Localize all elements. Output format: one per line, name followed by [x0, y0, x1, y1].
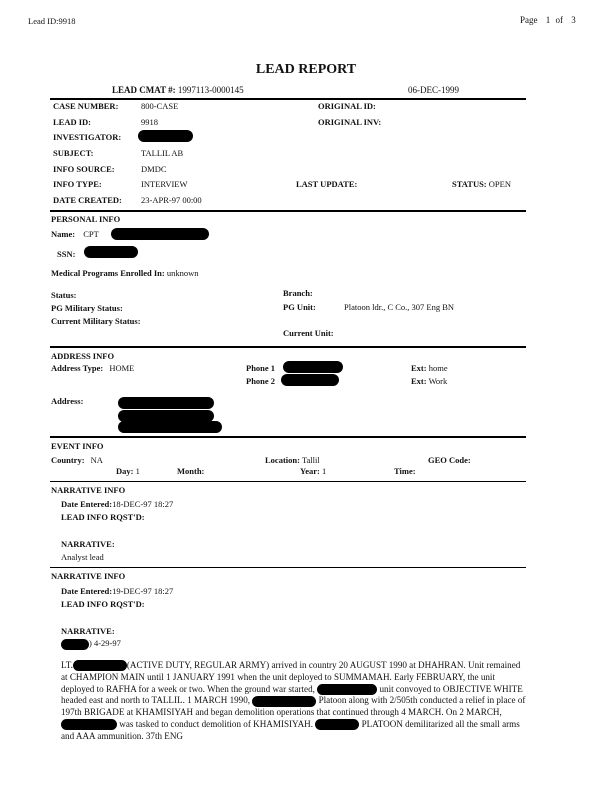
pg-unit-label: PG Unit: [283, 302, 316, 312]
status-label: STATUS: [452, 179, 487, 189]
name-label: Name: [51, 229, 76, 239]
address-label: Address: [51, 396, 84, 406]
last-update-label: LAST UPDATE: [296, 179, 358, 189]
case-number-label: CASE NUMBER: [53, 101, 119, 111]
divider [50, 346, 526, 348]
personal-status-label: Status: [51, 290, 77, 300]
narrative-lt: LT. [61, 660, 73, 670]
page-lead-id: Lead ID:9918 [28, 16, 76, 26]
year-value: 1 [321, 466, 327, 476]
date-entered-label-1: Date Entered: [61, 499, 113, 509]
medical-value: unknown [166, 268, 199, 278]
address-redaction-1 [118, 397, 214, 409]
name-row [51, 229, 99, 239]
divider [50, 567, 526, 568]
info-source-value: DMDC [141, 164, 167, 174]
page-number: 1 [545, 15, 551, 25]
narrative-label-2: NARRATIVE: [61, 626, 115, 636]
date-entered-label-2: Date Entered: [61, 586, 113, 596]
phone1-label: Phone 1 [246, 363, 276, 373]
day-row [116, 466, 140, 476]
original-id-label: ORIGINAL ID: [318, 101, 376, 111]
report-title: LEAD REPORT [255, 62, 357, 77]
country-label: Country: [51, 455, 85, 465]
event-info-heading: EVENT INFO [51, 441, 104, 451]
date-entered-row-2 [61, 586, 173, 596]
lead-cmat-value: 1997113-0000145 [177, 85, 244, 95]
narrative-text-1: Analyst lead [61, 552, 104, 562]
narrative-reference [61, 638, 121, 650]
ssn-redaction [84, 246, 138, 258]
narrative-part-5: PLATOON demilitarized all the small arms and AAA ammunition. 37th ENG [61, 718, 520, 741]
info-type-label: INFO TYPE: [53, 179, 102, 189]
pg-unit-value: Platoon ldr., C Co., 307 Eng BN [344, 302, 455, 312]
lead-info-rqstd-1: LEAD INFO RQST'D: [61, 512, 145, 522]
divider [50, 98, 526, 100]
location-label: Location: [265, 455, 300, 465]
page-counter [520, 15, 576, 25]
ssn-label: SSN: [57, 249, 76, 259]
phone2-redaction [281, 374, 339, 386]
narrative-redaction [73, 660, 127, 671]
lead-cmat-label: LEAD CMAT #: [112, 85, 176, 95]
name-redaction [111, 228, 209, 240]
divider [50, 210, 526, 212]
address-type-row [51, 363, 134, 373]
original-inv-label: ORIGINAL INV: [318, 117, 382, 127]
phone2-label: Phone 2 [246, 376, 276, 386]
lead-cmat [112, 85, 244, 95]
narrative-label-1: NARRATIVE: [61, 539, 115, 549]
page-of: of [555, 15, 563, 25]
status-value: OPEN [488, 179, 511, 189]
ext1-row [411, 363, 448, 373]
address-info-heading: ADDRESS INFO [51, 351, 115, 361]
current-unit-label: Current Unit: [283, 328, 334, 338]
page-total: 3 [571, 15, 576, 25]
address-redaction-3 [118, 421, 222, 433]
lead-info-rqstd-2: LEAD INFO RQST'D: [61, 599, 145, 609]
country-value: NA [90, 455, 103, 465]
narrative-redaction [317, 684, 377, 695]
day-label: Day: [116, 466, 134, 476]
year-row [300, 466, 326, 476]
info-source-label: INFO SOURCE: [53, 164, 115, 174]
location-row [265, 455, 320, 465]
ext2-row [411, 376, 447, 386]
date-created-value: 23-APR-97 00:00 [141, 195, 202, 205]
phone1-redaction [283, 361, 343, 373]
name-prefix: CPT [83, 229, 99, 239]
branch-label: Branch: [283, 288, 313, 298]
ext2-label: Ext: [411, 376, 427, 386]
ext2-value: Work [428, 376, 448, 386]
current-military-label: Current Military Status: [51, 316, 141, 326]
medical-row [51, 268, 199, 278]
divider [50, 436, 526, 438]
narrative-paragraph [61, 660, 527, 743]
narrative-redaction [61, 719, 117, 730]
narrative-redaction [252, 696, 316, 707]
page-label: Page [520, 15, 538, 25]
date-entered-row-1 [61, 499, 173, 509]
narrative-part-2: unit convoyed to OBJECTIVE WHITE headed east and north to TALLIL. 1 MARCH 1990, [61, 683, 523, 706]
location-value: Tallil [301, 455, 320, 465]
divider [50, 481, 526, 482]
info-type-value: INTERVIEW [141, 179, 188, 189]
narrative-redaction [315, 719, 359, 730]
day-value: 1 [135, 466, 140, 476]
subject-value: TALLIL AB [141, 148, 184, 158]
ext1-label: Ext: [411, 363, 427, 373]
ext1-value: home [428, 363, 448, 373]
year-label: Year: [300, 466, 320, 476]
pg-military-label: PG Military Status: [51, 303, 123, 313]
status-field [452, 179, 511, 189]
reference-suffix: ) 4-29-97 [89, 638, 121, 648]
case-number-value: 800-CASE [141, 101, 179, 111]
reference-redaction [61, 639, 89, 650]
report-date: 06-DEC-1999 [408, 85, 459, 95]
date-created-label: DATE CREATED: [53, 195, 122, 205]
subject-label: SUBJECT: [53, 148, 94, 158]
narrative-info-heading-1: NARRATIVE INFO [51, 485, 126, 495]
lead-id-label: LEAD ID: [53, 117, 92, 127]
country-row [51, 455, 103, 465]
lead-id-value: 9918 [141, 117, 158, 127]
narrative-part-3: Platoon along with 2/505th conducted a relief in place of 197th BRIGADE at KHAMISIYAH and began demolition operations that continued through 4 MARCH. On 2 MARCH, [61, 695, 526, 718]
narrative-part-1: (ACTIVE DUTY, REGULAR ARMY) arrived in country 20 AUGUST 1990 at DHAHRAN. Unit remained at CHAMPION MAIN until 1 JANUARY 1991 when the unit deployed to SUMMAMAH. Early FEBRUARY, the unit deployed to RAFHA for a week or two. When the ground war started, [61, 660, 521, 694]
time-label: Time: [394, 466, 416, 476]
month-label: Month: [177, 466, 205, 476]
date-entered-value-2: 19-DEC-97 18:27 [112, 586, 174, 596]
address-type-label: Address Type: [51, 363, 104, 373]
date-entered-value-1: 18-DEC-97 18:27 [112, 499, 174, 509]
investigator-label: INVESTIGATOR: [53, 132, 122, 142]
personal-info-heading: PERSONAL INFO [51, 214, 121, 224]
address-type-value: HOME [109, 363, 135, 373]
medical-label: Medical Programs Enrolled In: [51, 268, 165, 278]
geo-code-label: GEO Code: [428, 455, 471, 465]
narrative-info-heading-2: NARRATIVE INFO [51, 571, 126, 581]
investigator-redaction [138, 130, 193, 142]
narrative-part-4: was tasked to conduct demolition of KHAMISIYAH. [119, 718, 314, 729]
